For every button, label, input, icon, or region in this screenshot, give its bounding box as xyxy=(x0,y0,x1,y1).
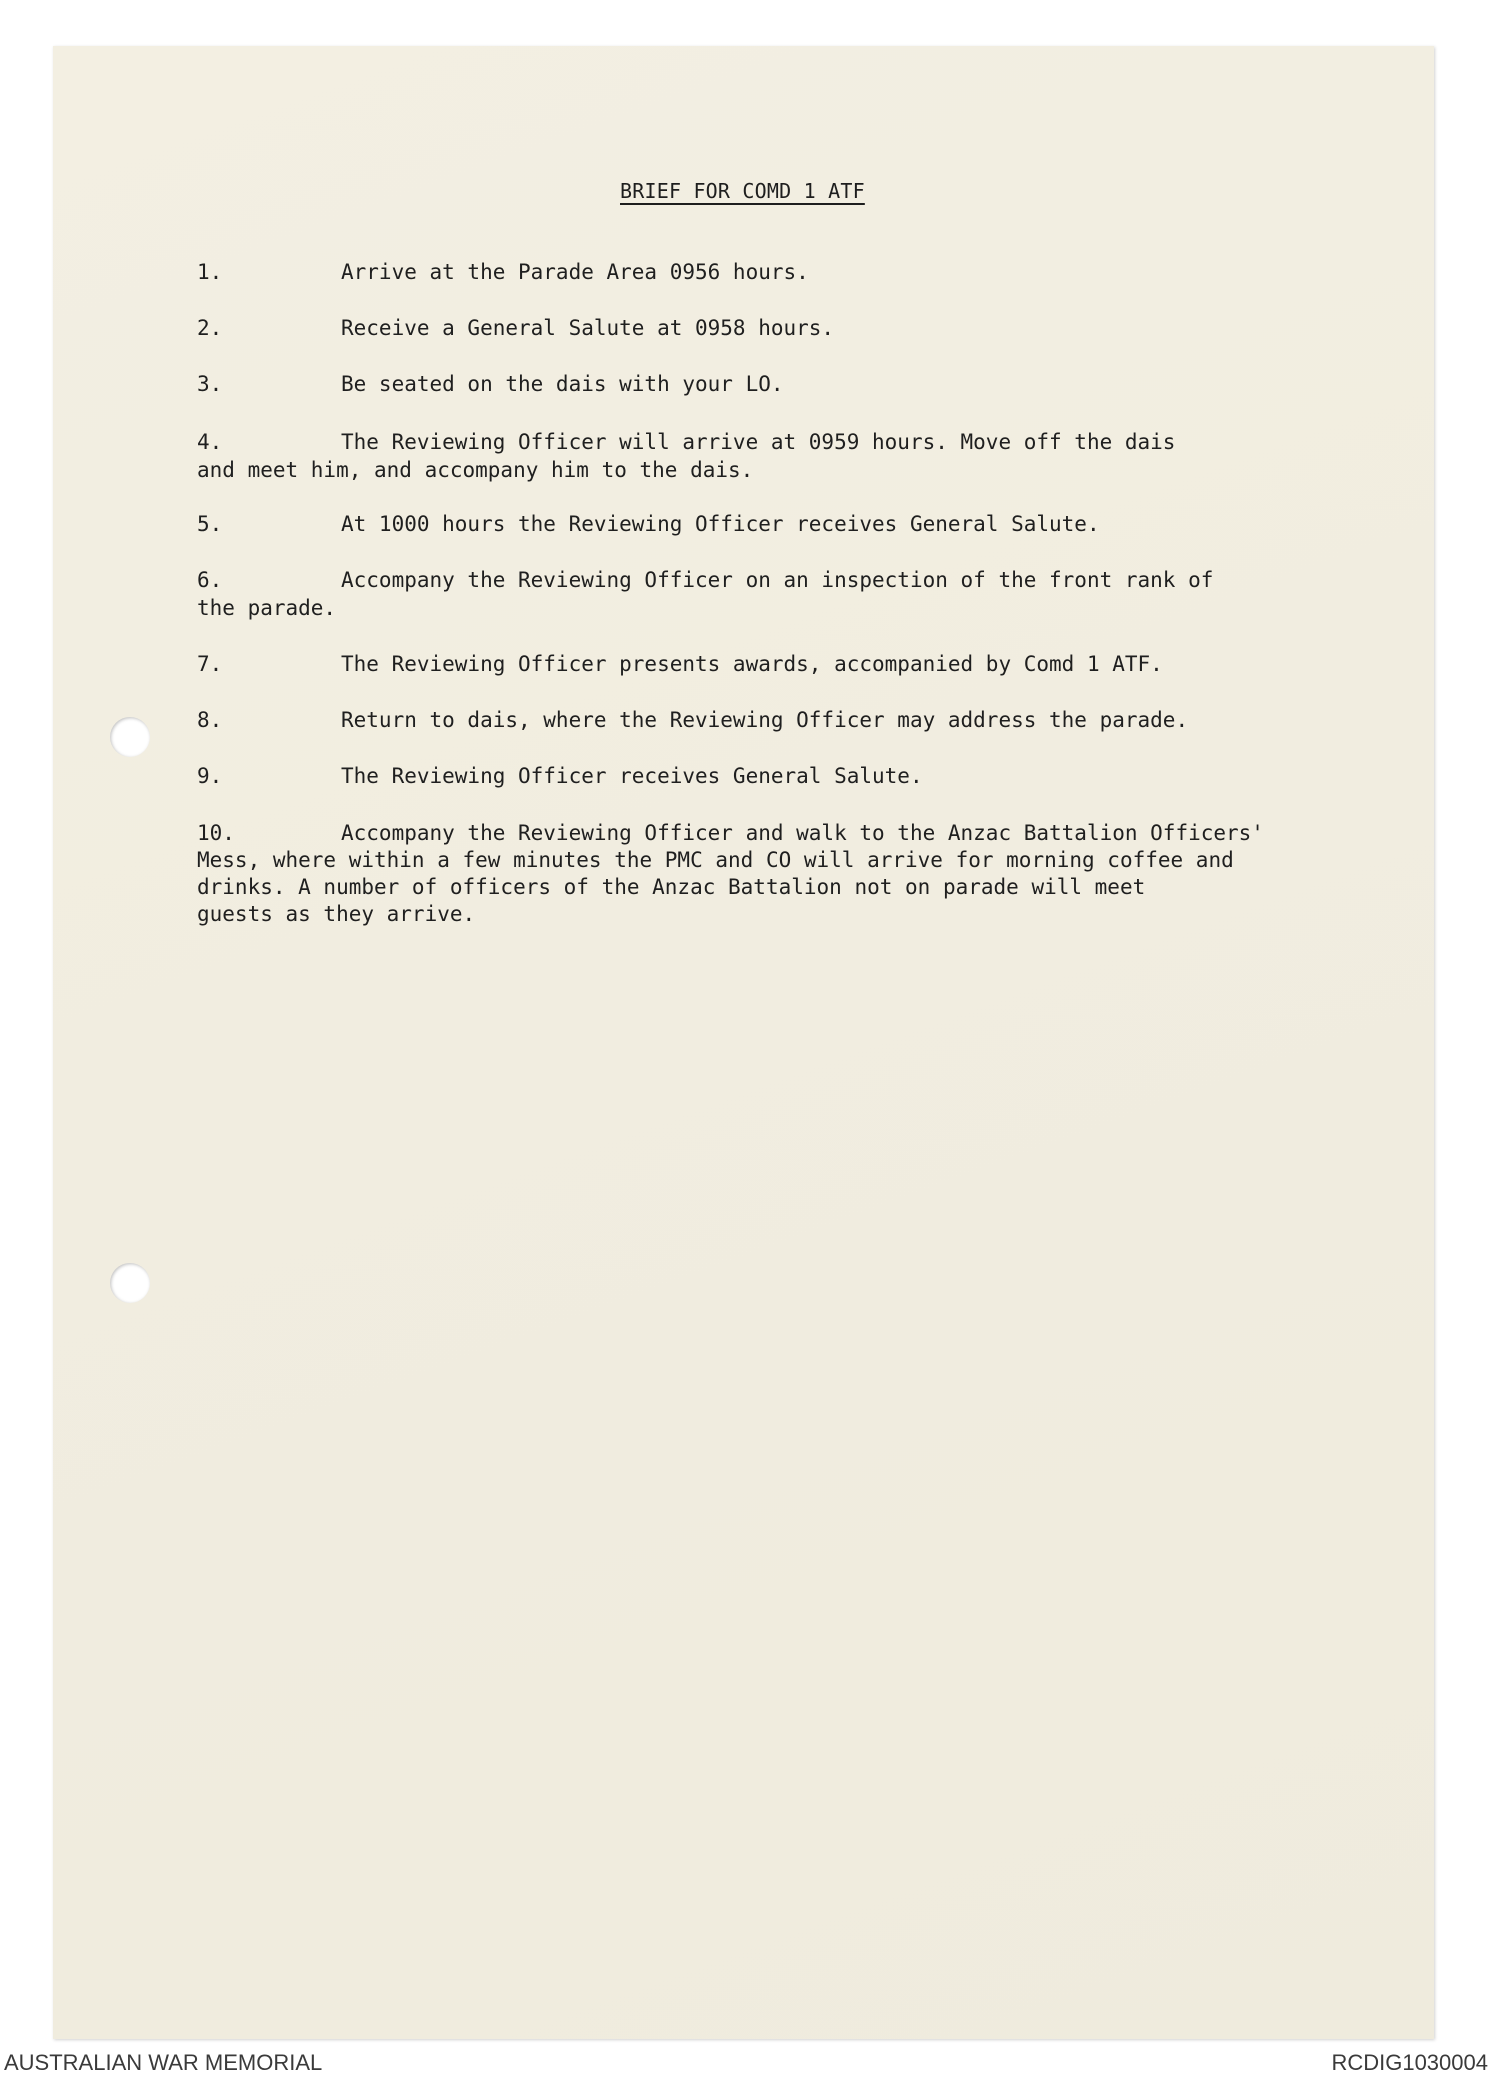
document-title: BRIEF FOR COMD 1 ATF xyxy=(620,179,865,203)
list-item xyxy=(197,566,1347,622)
document-page xyxy=(53,46,1434,2039)
item-text: The Reviewing Officer presents awards, accompanied by Comd 1 ATF. xyxy=(341,652,1163,676)
item-text: Return to dais, where the Reviewing Officer may address the parade. xyxy=(341,708,1189,732)
item-number: 1. xyxy=(197,260,223,284)
item-text: Be seated on the dais with your LO. xyxy=(341,372,784,396)
item-number: 6. xyxy=(197,568,223,592)
item-text: The Reviewing Officer will arrive at 0959 hours. Move off the dais xyxy=(341,430,1176,454)
footer-source: AUSTRALIAN WAR MEMORIAL xyxy=(4,2050,323,2075)
list-item xyxy=(197,428,1347,484)
item-text: Accompany the Reviewing Officer on an inspection of the front rank of xyxy=(341,568,1214,592)
item-number: 7. xyxy=(197,652,223,676)
list-item xyxy=(197,650,1347,678)
item-text: Receive a General Salute at 0958 hours. xyxy=(341,316,835,340)
item-number: 4. xyxy=(197,430,223,454)
punch-hole xyxy=(110,1263,150,1303)
item-text: At 1000 hours the Reviewing Officer receives General Salute. xyxy=(341,512,1100,536)
list-item xyxy=(197,820,1347,928)
item-number: 2. xyxy=(197,316,223,340)
list-item xyxy=(197,762,1347,790)
item-text: Accompany the Reviewing Officer and walk to the Anzac Battalion Officers' xyxy=(341,821,1264,845)
list-item xyxy=(197,370,1347,398)
list-item xyxy=(197,258,1347,286)
footer-id: RCDIG1030004 xyxy=(1331,2050,1488,2075)
item-number: 10. xyxy=(197,821,235,845)
list-item xyxy=(197,314,1347,342)
item-text: and meet him, and accompany him to the dais. xyxy=(197,458,754,482)
list-item xyxy=(197,510,1347,538)
item-number: 9. xyxy=(197,764,223,788)
item-text: drinks. A number of officers of the Anzac Battalion not on parade will meet xyxy=(197,875,1146,899)
item-text: Arrive at the Parade Area 0956 hours. xyxy=(341,260,809,284)
item-text: guests as they arrive. xyxy=(197,902,476,926)
item-text: the parade. xyxy=(197,596,337,620)
item-number: 3. xyxy=(197,372,223,396)
item-text: The Reviewing Officer receives General Salute. xyxy=(341,764,923,788)
item-number: 5. xyxy=(197,512,223,536)
item-number: 8. xyxy=(197,708,223,732)
list-item xyxy=(197,706,1347,734)
item-text: Mess, where within a few minutes the PMC and CO will arrive for morning coffee and xyxy=(197,848,1234,872)
punch-hole xyxy=(110,717,150,757)
